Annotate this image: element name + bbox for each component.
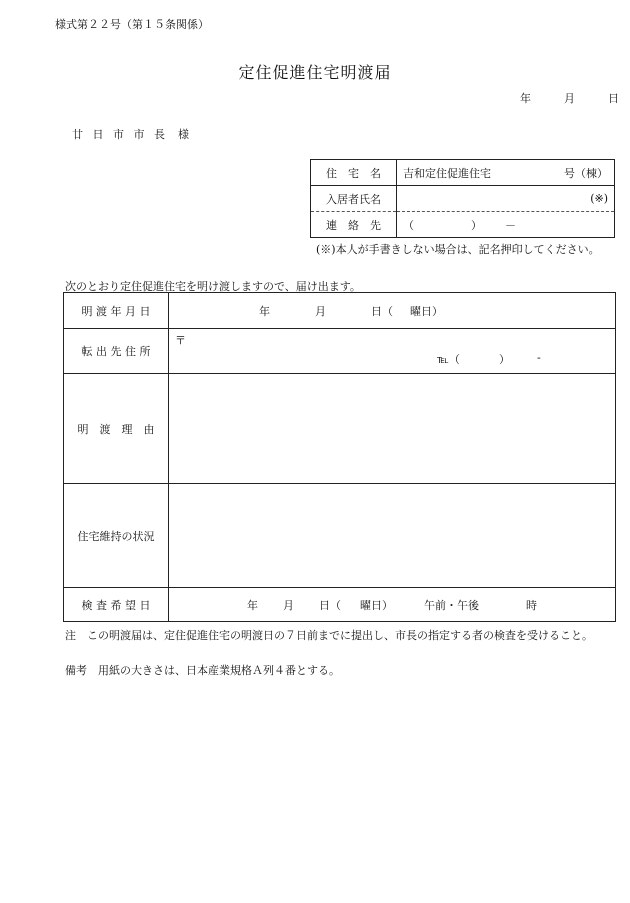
addressee-honorific: 様: [178, 128, 192, 141]
new-address-field[interactable]: [169, 329, 616, 374]
footnote: 注 この明渡届は、定住促進住宅の明渡日の７日前までに提出し、市長の指定する者の検査を受けること。: [65, 629, 593, 642]
contact-close: ）: [471, 218, 482, 232]
vacate-month: 月: [315, 304, 326, 318]
intro-text: 次のとおり定住促進住宅を明け渡しますので、届け出ます。: [65, 280, 361, 293]
tenant-name-field[interactable]: [397, 186, 615, 212]
date-year: 年: [520, 92, 531, 105]
date-month: 月: [564, 92, 575, 105]
residence-name-suffix: 号（棟）: [564, 166, 608, 180]
postal-mark: 〒: [175, 334, 186, 347]
tel-dash: -: [537, 351, 541, 364]
residence-name-label: 住 宅 名: [311, 160, 397, 186]
inspection-hour: 時: [526, 598, 537, 612]
vacate-year: 年: [259, 304, 270, 318]
inspection-month: 月: [283, 598, 294, 612]
tenant-name-mark: (※): [590, 192, 608, 205]
contact-dash: －: [505, 218, 516, 232]
date-day: 日: [608, 92, 619, 105]
contact-open: （: [403, 218, 414, 232]
residence-name-value: 吉和定住促進住宅: [403, 166, 491, 180]
tel-prefix: ℡（: [437, 353, 460, 366]
signature-note: (※)本人が手書きしない場合は、記名押印してください。: [316, 243, 600, 256]
tenant-name-label: 入居者氏名: [311, 186, 397, 212]
maintenance-field[interactable]: [169, 484, 616, 588]
addressee: [72, 126, 192, 142]
addressee-name: 廿 日 市 市 長: [72, 128, 168, 141]
inspection-ampm: 午前・午後: [424, 598, 479, 612]
page-title: 定住促進住宅明渡届: [238, 63, 392, 82]
vacate-weekday: 曜日）: [410, 304, 443, 318]
inspection-date-label: 検 査 希 望 日: [64, 588, 169, 622]
tel-close: ）: [499, 353, 510, 366]
submission-date[interactable]: [520, 90, 619, 106]
residence-name-field[interactable]: [397, 160, 615, 186]
contact-field[interactable]: [397, 212, 615, 238]
reason-field[interactable]: [169, 374, 616, 484]
vacate-date-label: 明 渡 年 月 日: [64, 293, 169, 329]
contact-label: 連 絡 先: [311, 212, 397, 238]
remarks: 備考 用紙の大きさは、日本産業規格Ａ列４番とする。: [65, 664, 340, 677]
inspection-date-field[interactable]: [169, 588, 616, 622]
vacate-form-table: [63, 292, 616, 622]
vacate-date-field[interactable]: [169, 293, 616, 329]
inspection-weekday: 曜日）: [360, 598, 393, 612]
new-address-label: 転 出 先 住 所: [64, 329, 169, 374]
residence-table: [310, 159, 615, 238]
maintenance-label: 住宅維持の状況: [64, 484, 169, 588]
reason-label: 明 渡 理 由: [64, 374, 169, 484]
inspection-day: 日（: [319, 598, 341, 612]
inspection-year: 年: [247, 598, 258, 612]
form-number: 様式第２２号（第１５条関係）: [55, 18, 209, 31]
vacate-day: 日（: [371, 304, 393, 318]
